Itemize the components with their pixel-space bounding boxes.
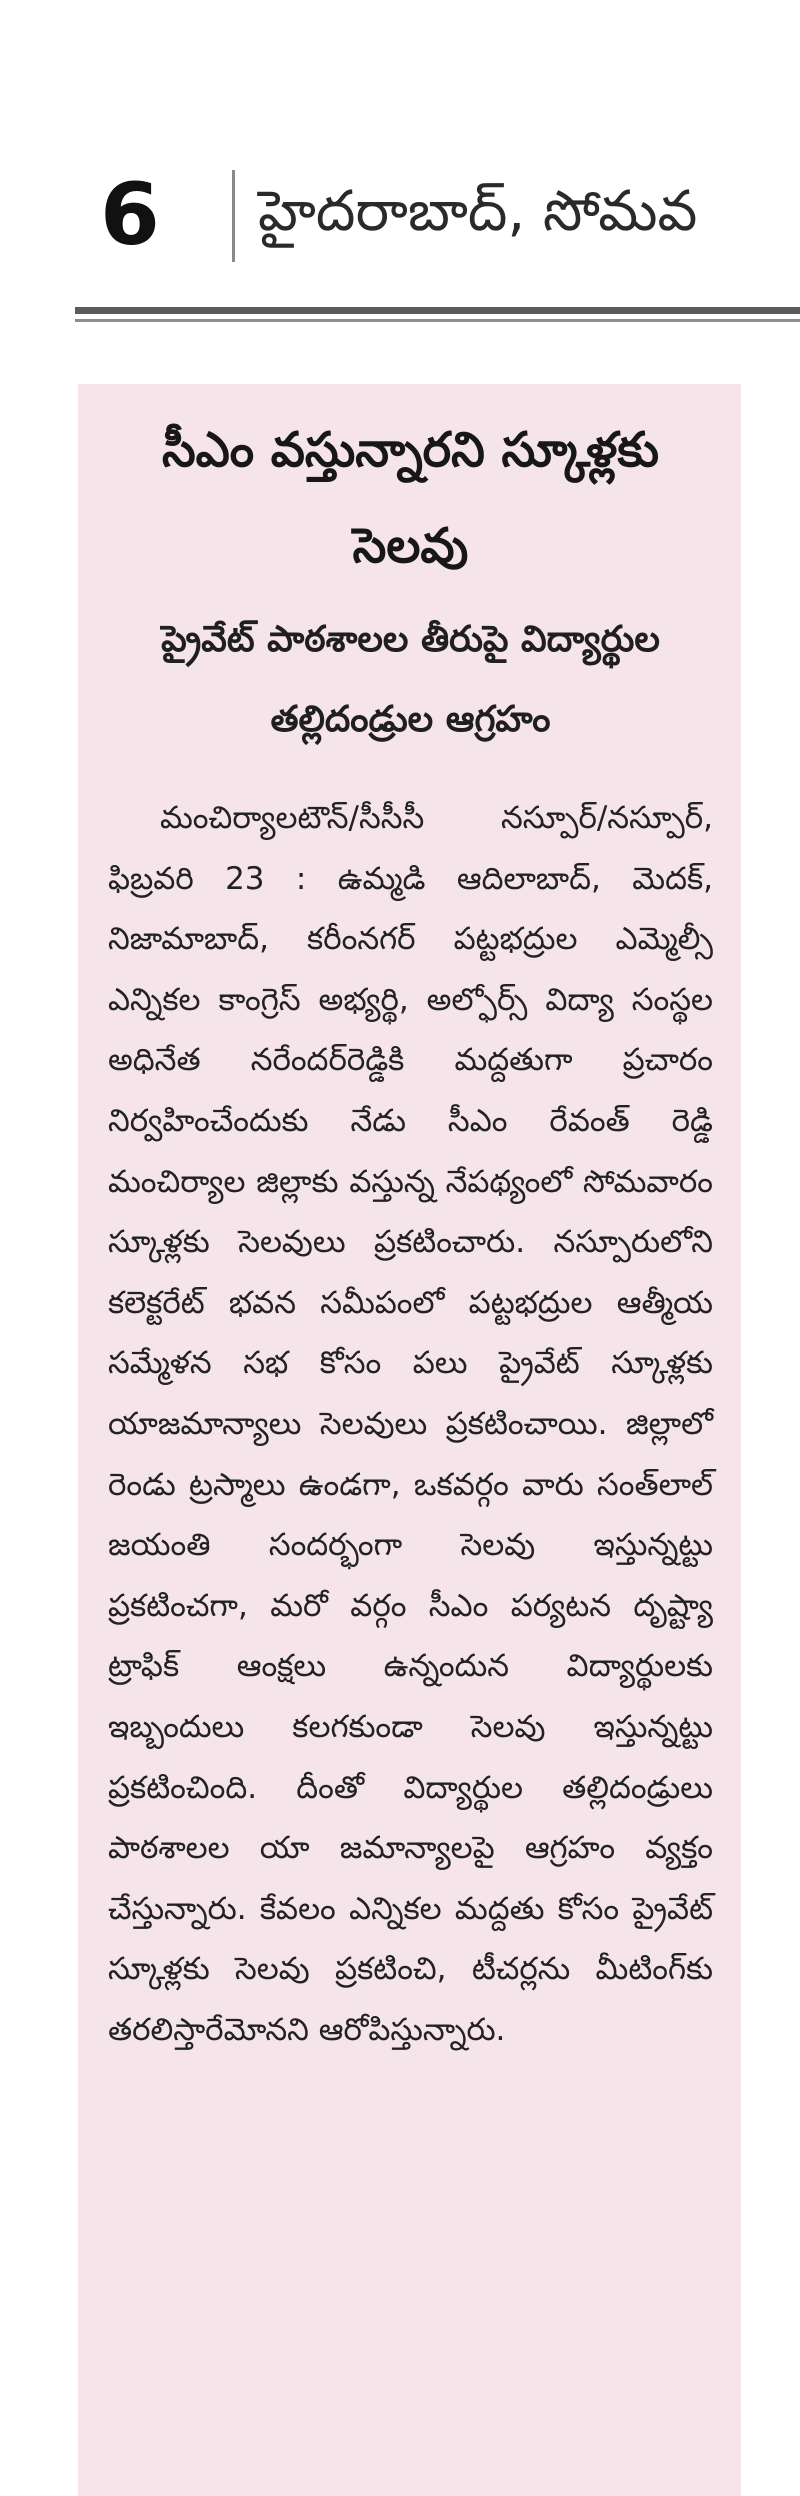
masthead-dateline: హైదరాబాద్, సోమవ	[258, 179, 698, 244]
header-rule-thin	[75, 319, 800, 322]
masthead	[0, 150, 800, 300]
masthead-divider	[232, 170, 235, 262]
header-rule-thick	[75, 307, 800, 314]
article-body: మంచిర్యాలటౌన్/సీసీసీ నస్పూర్/నస్పూర్, ఫిబ్రవరి 23 : ఉమ్మడి ఆదిలాబాద్, మెదక్, నిజామాబాద్, కరీంనగర్ పట్టభద్రుల ఎమ్మెల్సీ ఎన్నికల కాంగ్రెస్ అభ్యర్థి, అల్ఫోర్స్ విద్యా సంస్థల అధినేత నరేందర్‌రెడ్డికి మద్దతుగా ప్రచారం నిర్వహించేందుకు నేడు సీఎం రేవంత్ రెడ్డి మంచిర్యాల జిల్లాకు వస్తున్న నేపథ్యంలో సోమవారం స్కూళ్లకు సెలవులు ప్రకటించారు. నస్పూరులోని కలెక్టరేట్ భవన సమీపంలో పట్టభద్రుల ఆత్మీయ సమ్మేళన సభ కోసం పలు ప్రైవేట్ స్కూళ్లకు యాజమాన్యాలు సెలవులు ప్రకటించాయి. జిల్లాలో రెండు ట్రస్మాలు ఉండగా, ఒకవర్గం వారు సంత్‌లాల్ జయంతి సందర్భంగా సెలవు ఇస్తున్నట్టు ప్రకటించగా, మరో వర్గం సీఎం పర్యటన దృష్ట్యా ట్రాఫిక్ ఆంక్షలు ఉన్నందున విద్యార్థులకు ఇబ్బందులు కలగకుండా సెలవు ఇస్తున్నట్టు ప్రకటించింది. దీంతో విద్యార్థుల తల్లిదండ్రులు పాఠశాలల యా జమాన్యాలపై ఆగ్రహం వ్యక్తం చేస్తున్నారు. కేవలం ఎన్నికల మద్దతు కోసం ప్రైవేట్ స్కూళ్లకు సెలవు ప్రకటించి, టీచర్లను మీటింగ్‌కు తరలిస్తారేమోనని ఆరోపిస్తున్నారు.	[108, 800, 713, 2048]
article-headline: సీఎం వస్తున్నారని స్కూళ్లకు సెలవు	[161, 422, 660, 574]
news-article	[78, 384, 741, 2496]
page-number: 6	[100, 165, 160, 265]
article-subheadline: ప్రైవేట్ పాఠశాలల తీరుపై విద్యార్థుల తల్లిదండ్రుల ఆగ్రహం	[161, 619, 660, 740]
